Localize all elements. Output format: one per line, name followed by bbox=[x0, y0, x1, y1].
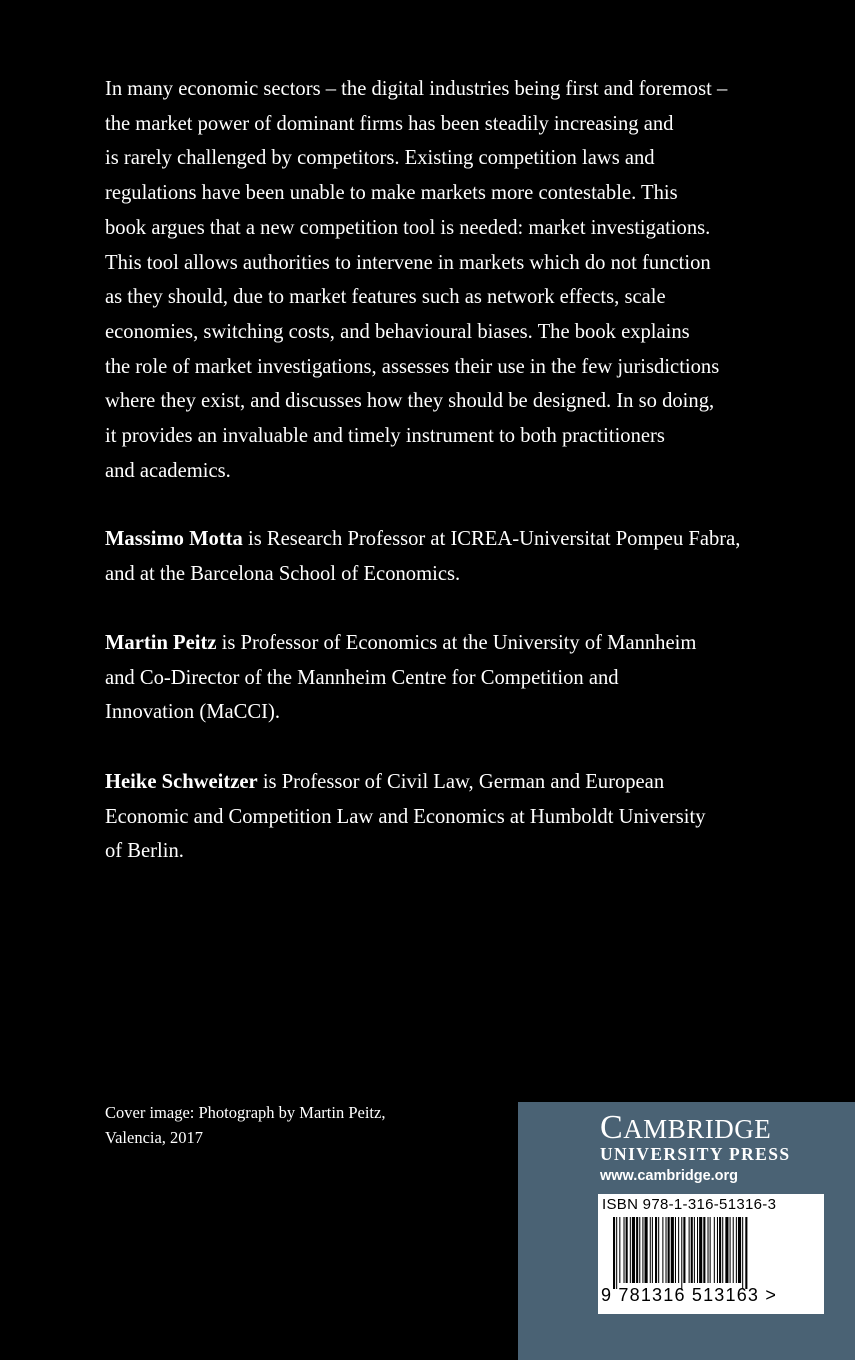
barcode-bar bbox=[681, 1217, 682, 1289]
description-line: and academics. bbox=[105, 459, 231, 482]
description-line: regulations have been unable to make markets more contestable. This bbox=[105, 182, 678, 205]
credit-line: Valencia, 2017 bbox=[105, 1127, 204, 1147]
description-line: the role of market investigations, assesses their use in the few jurisdictions bbox=[105, 355, 720, 378]
barcode-icon bbox=[609, 1217, 809, 1289]
bio-text: is Professor of Economics at the University of Mannheim bbox=[216, 632, 697, 654]
isbn-number: ISBN 978-1-316-51316-3 bbox=[602, 1196, 777, 1213]
publisher-panel bbox=[518, 1102, 855, 1360]
barcode-bar bbox=[675, 1217, 676, 1283]
publisher-logo: CAMBRIDGE bbox=[600, 1109, 772, 1146]
bio-text: and Co-Director of the Mannheim Centre for Competition and bbox=[105, 666, 619, 689]
barcode-bar bbox=[708, 1217, 709, 1283]
book-description bbox=[105, 72, 795, 488]
author-bio-peitz bbox=[105, 626, 805, 730]
description-line: economies, switching costs, and behavioural biases. The book explains bbox=[105, 320, 690, 343]
description-line: This tool allows authorities to intervene in markets which do not function bbox=[105, 251, 711, 274]
barcode-bar bbox=[710, 1217, 711, 1283]
barcode-bar bbox=[722, 1217, 723, 1283]
description-line: where they exist, and discusses how they should be designed. In so doing, bbox=[105, 390, 715, 413]
barcode-bar bbox=[691, 1217, 693, 1283]
barcode-bar bbox=[717, 1217, 718, 1283]
bio-text: is Professor of Civil Law, German and European bbox=[257, 771, 665, 793]
barcode-bar bbox=[652, 1217, 653, 1283]
barcode-bar bbox=[616, 1217, 617, 1289]
barcode-bar bbox=[619, 1217, 620, 1283]
bio-text: Economic and Competition Law and Economics at Humboldt University bbox=[105, 805, 706, 828]
barcode-bar bbox=[632, 1217, 635, 1283]
description-line: the market power of dominant firms has been steadily increasing and bbox=[105, 112, 674, 135]
barcode-bar bbox=[736, 1217, 737, 1283]
barcode-bar bbox=[745, 1217, 747, 1289]
bio-text: of Berlin. bbox=[105, 840, 184, 863]
barcode-digits: 9 781316 513163 > bbox=[601, 1285, 778, 1305]
barcode-bar bbox=[639, 1217, 640, 1283]
credit-line: Cover image: Photograph by Martin Peitz, bbox=[105, 1103, 386, 1122]
barcode-bar bbox=[662, 1217, 663, 1283]
barcode-bar bbox=[613, 1217, 615, 1289]
barcode-bar bbox=[689, 1217, 690, 1283]
author-name: Massimo Motta bbox=[105, 528, 243, 550]
description-line: book argues that a new competition tool is needed: market investigations. bbox=[105, 216, 711, 239]
barcode-bar bbox=[658, 1217, 659, 1283]
author-name: Heike Schweitzer bbox=[105, 771, 258, 793]
barcode-bar bbox=[714, 1217, 715, 1283]
barcode-bar bbox=[668, 1217, 670, 1283]
barcode-bar bbox=[703, 1217, 705, 1283]
description-line: it provides an invaluable and timely instrument to both practitioners bbox=[105, 425, 665, 448]
barcode-bar bbox=[645, 1217, 648, 1283]
barcode-bar bbox=[725, 1217, 728, 1283]
barcode-bar bbox=[733, 1217, 734, 1283]
bio-text: is Research Professor at ICREA-Universitat Pompeu Fabra, bbox=[242, 528, 741, 550]
barcode-bar bbox=[694, 1217, 695, 1283]
barcode-bar bbox=[742, 1217, 743, 1289]
barcode-bar bbox=[642, 1217, 643, 1283]
barcode-bar bbox=[699, 1217, 702, 1283]
barcode-label bbox=[598, 1194, 824, 1314]
barcode-bar bbox=[730, 1217, 731, 1283]
bio-text: and at the Barcelona School of Economics. bbox=[105, 562, 461, 585]
cover-image-credit bbox=[105, 1101, 385, 1150]
description-line: is rarely challenged by competitors. Existing competition laws and bbox=[105, 147, 655, 170]
author-name: Martin Peitz bbox=[105, 632, 217, 654]
description-line: as they should, due to market features such as network effects, scale bbox=[105, 286, 666, 309]
bio-text: Innovation (MaCCI). bbox=[105, 701, 281, 724]
barcode-bar bbox=[630, 1217, 631, 1283]
barcode-bar bbox=[626, 1217, 628, 1283]
barcode-bar bbox=[655, 1217, 657, 1283]
author-bio-motta bbox=[105, 522, 805, 591]
description-line: In many economic sectors – the digital industries being first and foremost – bbox=[105, 78, 728, 100]
author-bio-schweitzer bbox=[105, 765, 805, 869]
barcode-bar bbox=[636, 1217, 638, 1283]
barcode-bar bbox=[683, 1217, 685, 1283]
barcode-bar bbox=[666, 1217, 667, 1283]
publisher-url: www.cambridge.org bbox=[600, 1168, 739, 1184]
publisher-subtitle: UNIVERSITY PRESS bbox=[600, 1144, 791, 1164]
barcode-bar bbox=[624, 1217, 625, 1283]
barcode-bar bbox=[697, 1217, 698, 1283]
barcode-bar bbox=[678, 1217, 679, 1283]
barcode-bar bbox=[671, 1217, 674, 1283]
barcode-bar bbox=[650, 1217, 651, 1283]
barcode-bar bbox=[738, 1217, 741, 1283]
barcode-bar bbox=[719, 1217, 721, 1283]
